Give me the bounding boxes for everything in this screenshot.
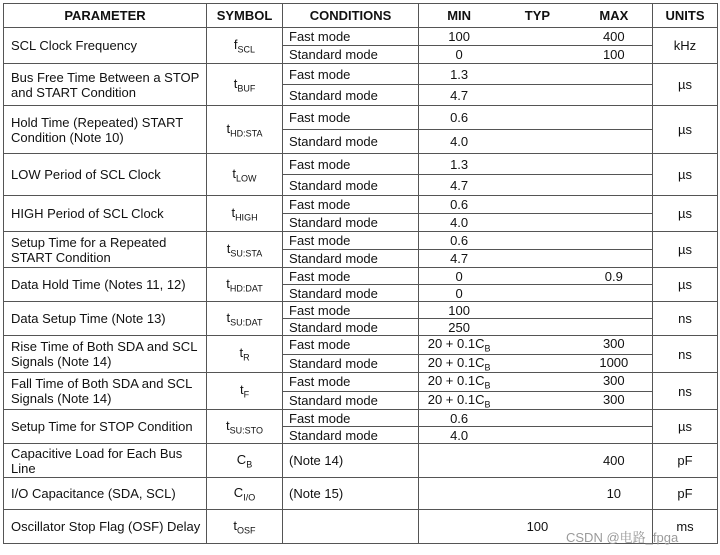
symbol-subscript: F [243,390,250,401]
min-text: 20 + 0.1C [427,336,485,351]
table-row [4,154,718,175]
min-value [419,320,499,335]
condition-cell: Fast mode [283,373,419,392]
units-cell: ns [653,373,718,410]
parameter-cell: Rise Time of Both SDA and SCL Signals (Note 14) [4,336,207,373]
min-text: 100 [448,302,470,318]
min-text: 20 + 0.1C [427,354,485,370]
symbol-text: t [226,120,231,136]
min-typ-max-cell [419,130,653,154]
typ-value [499,392,575,410]
symbol-subscript: HIGH [235,212,258,223]
min-value [419,428,499,443]
min-typ-max-cell [419,175,653,196]
condition-cell: Standard mode [283,46,419,64]
symbol-cell [207,232,283,268]
symbol-text: C [236,452,247,468]
min-text: 100 [448,29,470,44]
condition-cell: Fast mode [283,268,419,285]
symbol-subscript: OSF [237,525,256,536]
max-value [576,286,652,301]
min-value [419,29,499,44]
min-text: 250 [448,319,470,335]
table-row [4,410,718,427]
header-conditions: CONDITIONS [283,4,419,28]
max-value: 0.9 [604,268,623,284]
min-text: 20 + 0.1C [427,373,485,389]
max-value [576,251,652,266]
typ-value [499,47,575,62]
min-typ-max-cell [419,354,653,373]
typ-value [499,29,575,44]
typ-value [499,88,575,103]
symbol-cell [207,196,283,232]
condition-cell: Fast mode [283,336,419,355]
header-typ: TYP [524,8,551,23]
symbol-text: t [233,75,238,91]
symbol-cell [207,106,283,154]
symbol-subscript: BUF [237,83,256,94]
typ-value [499,251,575,266]
min-value [419,88,499,103]
units-cell: ms [653,510,718,544]
min-typ-max-cell [419,154,653,175]
min-value [419,157,499,172]
table-row [4,478,718,510]
typ-value [499,286,575,301]
units-cell: µs [653,154,718,196]
typ-value [499,269,575,284]
max-value [576,320,652,335]
condition-cell: Standard mode [283,391,419,410]
symbol-subscript: B [246,459,253,470]
table-row [4,302,718,319]
condition-cell: Standard mode [283,427,419,444]
table-row [4,373,718,392]
symbol-cell [207,28,283,64]
header-units: UNITS [653,4,718,28]
typ-value [499,355,575,373]
symbol-text: t [231,204,236,220]
table-row [4,64,718,85]
typ-value [499,110,575,125]
min-value [419,269,499,284]
typ-value [499,233,575,248]
condition-cell: Standard mode [283,354,419,373]
max-value [576,88,652,103]
parameter-cell: I/O Capacitance (SDA, SCL) [4,478,207,510]
min-typ-max-cell [419,373,653,392]
typ-value [499,303,575,318]
min-typ-max-cell [419,391,653,410]
typ-value [499,215,575,230]
parameter-cell: Data Setup Time (Note 13) [4,302,207,336]
typ-value: 100 [526,519,549,535]
symbol-text: t [239,382,244,398]
parameter-cell: Setup Time for a Repeated START Condition [4,232,207,268]
min-value [419,355,499,373]
min-typ-max-cell [419,214,653,232]
min-text: 4.7 [450,251,469,266]
max-value [576,67,652,82]
units-cell: ns [653,302,718,336]
typ-value [499,411,575,426]
table-row [4,106,718,130]
typ-value [499,320,575,335]
min-typ-max-cell [419,106,653,130]
typ-value [499,67,575,82]
min-value [419,178,499,193]
max-value [576,233,652,248]
parameter-cell: Bus Free Time Between a STOP and START Condition [4,64,207,106]
symbol-cell [207,268,283,302]
min-value [419,110,499,125]
condition-cell: Fast mode [283,302,419,319]
condition-cell: Standard mode [283,214,419,232]
symbol-subscript: HD:DAT [229,283,263,294]
symbol-subscript: R [243,352,250,363]
symbol-subscript: SU:STO [229,425,263,436]
typ-value [499,428,575,443]
typ-value [499,134,575,149]
table-row [4,268,718,285]
parameter-cell: Capacitive Load for Each Bus Line [4,444,207,478]
min-value [419,197,499,212]
min-typ-max-cell [419,427,653,444]
typ-value [499,178,575,193]
condition-cell: Standard mode [283,175,419,196]
header-min: MIN [447,8,472,23]
parameter-cell: LOW Period of SCL Clock [4,154,207,196]
min-value [419,67,499,82]
min-typ-max-cell [419,46,653,64]
condition-cell: (Note 15) [283,478,419,510]
min-typ-max-cell [419,268,653,285]
min-subscript: B [484,362,491,373]
units-cell: kHz [653,28,718,64]
symbol-cell [207,478,283,510]
parameter-cell: Oscillator Stop Flag (OSF) Delay [4,510,207,544]
min-text: 4.0 [450,215,469,230]
min-value [419,453,499,468]
max-value: 300 [602,373,625,389]
min-value [419,336,499,354]
symbol-subscript: LOW [236,173,257,184]
parameter-cell: Data Hold Time (Notes 11, 12) [4,268,207,302]
parameter-cell: SCL Clock Frequency [4,28,207,64]
min-typ-max-cell [419,302,653,319]
symbol-cell [207,373,283,410]
units-cell: µs [653,232,718,268]
symbol-text: t [226,418,230,434]
max-value [576,178,652,193]
min-typ-max-cell [419,196,653,214]
electrical-characteristics-table [3,3,718,544]
min-text: 0 [455,285,463,301]
symbol-text: t [232,165,237,181]
typ-value [499,197,575,212]
max-value [576,157,652,172]
min-typ-max-cell [419,28,653,46]
min-text: 0.6 [450,110,469,125]
typ-value [499,157,575,172]
min-typ-max-cell [419,64,653,85]
max-value: 300 [602,336,625,351]
symbol-text: f [233,36,238,52]
units-cell: ns [653,336,718,373]
table-row [4,28,718,46]
units-cell: µs [653,64,718,106]
parameter-cell: HIGH Period of SCL Clock [4,196,207,232]
units-cell: pF [653,478,718,510]
table-row [4,196,718,214]
condition-cell: Fast mode [283,232,419,250]
min-subscript: B [484,343,491,354]
condition-cell: Standard mode [283,319,419,336]
min-value [419,233,499,248]
parameter-cell: Setup Time for STOP Condition [4,410,207,444]
table-body [4,28,718,544]
symbol-cell [207,510,283,544]
max-value: 400 [602,453,625,469]
units-cell: µs [653,410,718,444]
condition-cell: Standard mode [283,285,419,302]
min-text: 4.7 [450,177,469,193]
typ-value [499,486,575,501]
symbol-cell [207,154,283,196]
min-value [419,215,499,230]
table-row [4,336,718,355]
symbol-cell [207,410,283,444]
header-row [4,4,718,28]
min-value [419,251,499,266]
min-text: 20 + 0.1C [427,391,485,407]
min-text: 4.7 [450,87,469,103]
min-typ-max-cell [419,336,653,355]
typ-value [499,453,575,468]
condition-cell: Fast mode [283,154,419,175]
min-text: 1.3 [450,156,469,172]
min-typ-max-cell [419,232,653,250]
min-value [419,303,499,318]
symbol-text: t [226,309,231,325]
condition-cell: Standard mode [283,250,419,268]
symbol-cell [207,444,283,478]
condition-cell: Fast mode [283,410,419,427]
max-value [576,110,652,125]
min-typ-max-cell [419,85,653,106]
typ-value [499,373,575,391]
symbol-subscript: I/O [243,492,256,503]
min-typ-max-cell [419,250,653,268]
header-parameter: PARAMETER [4,4,207,28]
symbol-cell [207,64,283,106]
table-row [4,444,718,478]
condition-cell [283,510,419,544]
units-cell: µs [653,196,718,232]
symbol-text: t [226,275,230,291]
symbol-subscript: SU:STA [230,248,263,259]
min-text: 4.0 [450,134,469,149]
max-value [576,197,652,212]
typ-value [499,336,575,354]
min-text: 0.6 [450,197,469,212]
min-value [419,392,499,410]
min-typ-max-cell [419,319,653,336]
parameter-cell: Fall Time of Both SDA and SCL Signals (Note 14) [4,373,207,410]
max-value [576,428,652,443]
symbol-text: C [233,485,244,501]
max-value [576,303,652,318]
units-cell: µs [653,106,718,154]
max-value: 400 [602,29,625,44]
max-value [576,134,652,149]
min-value [419,47,499,62]
condition-cell: Fast mode [283,106,419,130]
symbol-text: t [226,240,231,256]
condition-cell: Fast mode [283,28,419,46]
max-value: 10 [606,486,622,502]
min-value [419,486,499,501]
parameter-cell: Hold Time (Repeated) START Condition (Note 10) [4,106,207,154]
min-text: 4.0 [450,427,469,443]
max-value: 300 [602,391,625,407]
min-value [419,373,499,391]
table-row [4,232,718,250]
max-value [576,215,652,230]
units-cell: pF [653,444,718,478]
min-value [419,134,499,149]
symbol-text: t [233,518,238,534]
min-value [419,519,499,534]
min-subscript: B [484,380,491,391]
header-max: MAX [599,8,629,23]
symbol-cell [207,302,283,336]
condition-cell: (Note 14) [283,444,419,478]
min-text: 0 [455,47,463,62]
header-min-typ-max [419,4,653,28]
header-symbol: SYMBOL [207,4,283,28]
symbol-subscript: SU:DAT [230,317,263,328]
min-value [419,411,499,426]
max-value: 100 [602,47,625,62]
min-typ-max-cell [419,478,653,510]
min-typ-max-cell [419,444,653,478]
symbol-subscript: SCL [237,44,256,55]
condition-cell: Standard mode [283,85,419,106]
max-value: 1000 [599,354,629,370]
watermark: CSDN @电路_fpga [566,530,679,545]
symbol-subscript: HD:STA [230,128,263,139]
min-text: 0 [455,268,463,284]
min-typ-max-cell [419,410,653,427]
min-text: 0.6 [450,410,469,426]
condition-cell: Standard mode [283,130,419,154]
min-typ-max-cell [419,285,653,302]
symbol-text: t [239,345,244,361]
min-text: 1.3 [450,66,469,82]
condition-cell: Fast mode [283,196,419,214]
min-text: 0.6 [450,233,469,248]
symbol-cell [207,336,283,373]
min-value [419,286,499,301]
min-subscript: B [484,399,491,410]
max-value [576,411,652,426]
condition-cell: Fast mode [283,64,419,85]
units-cell: µs [653,268,718,302]
